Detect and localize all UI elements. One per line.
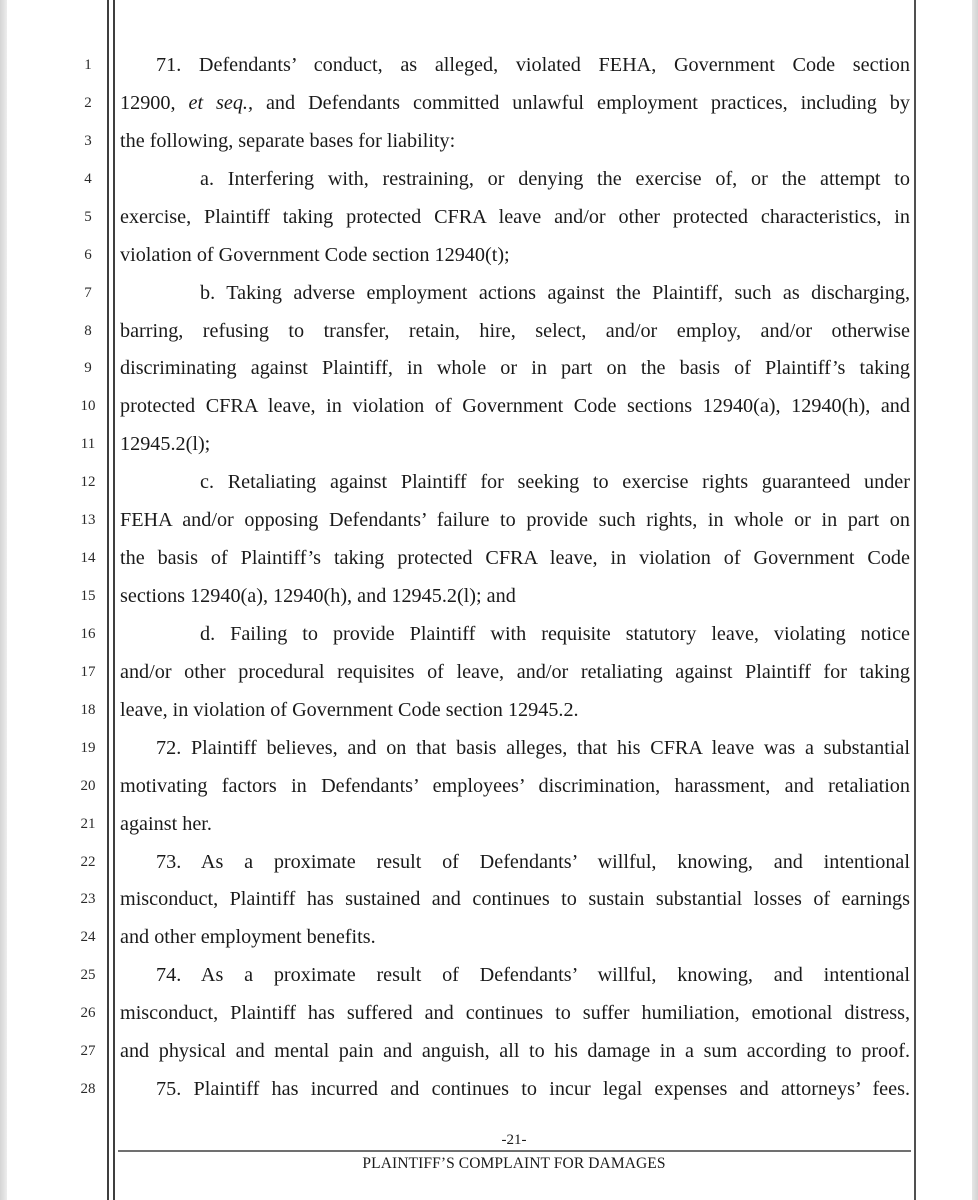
- text-run: against her.: [120, 812, 212, 835]
- line-number: 22: [80, 853, 96, 870]
- line-number: 8: [84, 322, 92, 339]
- viewer-right-edge: [972, 0, 978, 1200]
- italic-citation: et seq.,: [188, 91, 254, 114]
- text-run: 12900,: [120, 91, 189, 114]
- text-run: and/or other procedural requisites of leave, and/or retaliating against Plaintiff for taking: [120, 660, 910, 683]
- text-line: [120, 771, 910, 801]
- line-number: 28: [80, 1081, 96, 1098]
- text-line: [120, 695, 910, 725]
- text-run: violation of Government Code section 12940(t);: [120, 243, 510, 266]
- text-line: [120, 847, 910, 877]
- text-line: [120, 998, 910, 1028]
- line-number: 3: [84, 132, 92, 149]
- page-number: -21-: [501, 1132, 527, 1148]
- text-line: [120, 429, 910, 459]
- text-run: and other employment benefits.: [120, 926, 376, 949]
- line-number: 1: [84, 57, 92, 73]
- text-line: [120, 391, 910, 421]
- line-number: 16: [80, 625, 96, 642]
- line-number: 24: [80, 929, 96, 946]
- text-run: 73. As a proximate result of Defendants’ willful, knowing, and intentional: [156, 850, 910, 873]
- text-run: b. Taking adverse employment actions against the Plaintiff, such as discharging,: [200, 281, 910, 304]
- text-line: [120, 922, 910, 952]
- text-line: [120, 126, 910, 156]
- line-number: 11: [80, 436, 96, 453]
- line-number: 14: [80, 550, 96, 567]
- text-line: [120, 809, 910, 839]
- text-run: discriminating against Plaintiff, in whole or in part on the basis of Plaintiff’s taking: [120, 357, 910, 380]
- line-number: 15: [80, 588, 96, 605]
- text-run: sections 12940(a), 12940(h), and 12945.2(l); and: [120, 585, 516, 608]
- text-run: leave, in violation of Government Code section 12945.2.: [120, 698, 579, 721]
- line-number: 27: [80, 1043, 96, 1060]
- line-number: 7: [84, 284, 92, 301]
- text-run: motivating factors in Defendants’ employees’ discrimination, harassment, and retaliation: [120, 774, 910, 797]
- text-run: and Defendants committed unlawful employment practices, including by: [253, 91, 910, 114]
- line-number: 20: [80, 777, 96, 794]
- text-line: [120, 1074, 910, 1104]
- line-number: 12: [80, 474, 96, 491]
- left-margin-rule-outer: [107, 0, 109, 1200]
- text-line: [120, 164, 910, 194]
- text-line: [120, 543, 910, 573]
- line-number: 5: [84, 208, 92, 225]
- line-number: 17: [80, 663, 96, 680]
- text-run: 74. As a proximate result of Defendants’ willful, knowing, and intentional: [156, 964, 910, 987]
- left-margin-rule-inner: [113, 0, 115, 1200]
- text-run: a. Interfering with, restraining, or denying the exercise of, or the attempt to: [200, 167, 910, 190]
- text-line: [120, 884, 910, 914]
- text-run: exercise, Plaintiff taking protected CFRA leave and/or other protected characteristics, in: [120, 205, 910, 228]
- text-line: [120, 353, 910, 383]
- line-number: 2: [84, 94, 92, 111]
- text-line: [120, 657, 910, 687]
- text-line: [120, 316, 910, 346]
- text-run: 12945.2(l);: [120, 433, 211, 456]
- line-number: 4: [84, 170, 92, 187]
- text-line: [120, 240, 910, 270]
- text-line: [120, 88, 910, 118]
- footer-rule: [118, 1150, 911, 1152]
- text-run: 75. Plaintiff has incurred and continues to incur legal expenses and attorneys’ fees.: [156, 1078, 910, 1101]
- text-run: barring, refusing to transfer, retain, hire, select, and/or employ, and/or otherwise: [120, 319, 910, 342]
- line-number: 26: [80, 1005, 96, 1022]
- text-line: [120, 467, 910, 497]
- text-line: [120, 1036, 910, 1066]
- text-run: misconduct, Plaintiff has suffered and continues to suffer humiliation, emotional distress,: [120, 1002, 910, 1025]
- text-run: 71. Defendants’ conduct, as alleged, violated FEHA, Government Code section: [156, 54, 910, 76]
- viewer-left-edge: [0, 0, 7, 1200]
- line-number: 10: [80, 398, 96, 415]
- footer-document-title: PLAINTIFF’S COMPLAINT FOR DAMAGES: [362, 1155, 666, 1172]
- line-number: 21: [80, 815, 96, 832]
- line-number: 9: [84, 360, 92, 377]
- text-line: [120, 505, 910, 535]
- text-line: [120, 619, 910, 649]
- line-number: 13: [80, 512, 96, 529]
- text-line: [120, 50, 910, 80]
- text-run: misconduct, Plaintiff has sustained and continues to sustain substantial losses of earnings: [120, 888, 910, 911]
- text-run: the following, separate bases for liability:: [120, 129, 456, 152]
- text-line: [120, 960, 910, 990]
- text-run: the basis of Plaintiff’s taking protected CFRA leave, in violation of Government Code: [120, 547, 910, 570]
- line-number: 18: [80, 701, 96, 718]
- line-number: 25: [80, 967, 96, 984]
- text-line: [120, 202, 910, 232]
- text-run: FEHA and/or opposing Defendants’ failure to provide such rights, in whole or in part on: [120, 509, 910, 532]
- line-number: 19: [80, 739, 96, 756]
- line-number: 23: [80, 891, 96, 908]
- text-line: [120, 733, 910, 763]
- text-run: and physical and mental pain and anguish, all to his damage in a sum according to proof.: [120, 1040, 910, 1063]
- text-run: c. Retaliating against Plaintiff for seeking to exercise rights guaranteed under: [200, 471, 910, 494]
- text-run: 72. Plaintiff believes, and on that basis alleges, that his CFRA leave was a substantial: [156, 736, 910, 759]
- right-margin-rule: [914, 0, 916, 1200]
- text-run: d. Failing to provide Plaintiff with requisite statutory leave, violating notice: [200, 622, 910, 645]
- text-line: [120, 278, 910, 308]
- line-number: 6: [84, 246, 92, 263]
- text-line: [120, 581, 910, 611]
- text-run: protected CFRA leave, in violation of Government Code sections 12940(a), 12940(h), and: [120, 395, 910, 418]
